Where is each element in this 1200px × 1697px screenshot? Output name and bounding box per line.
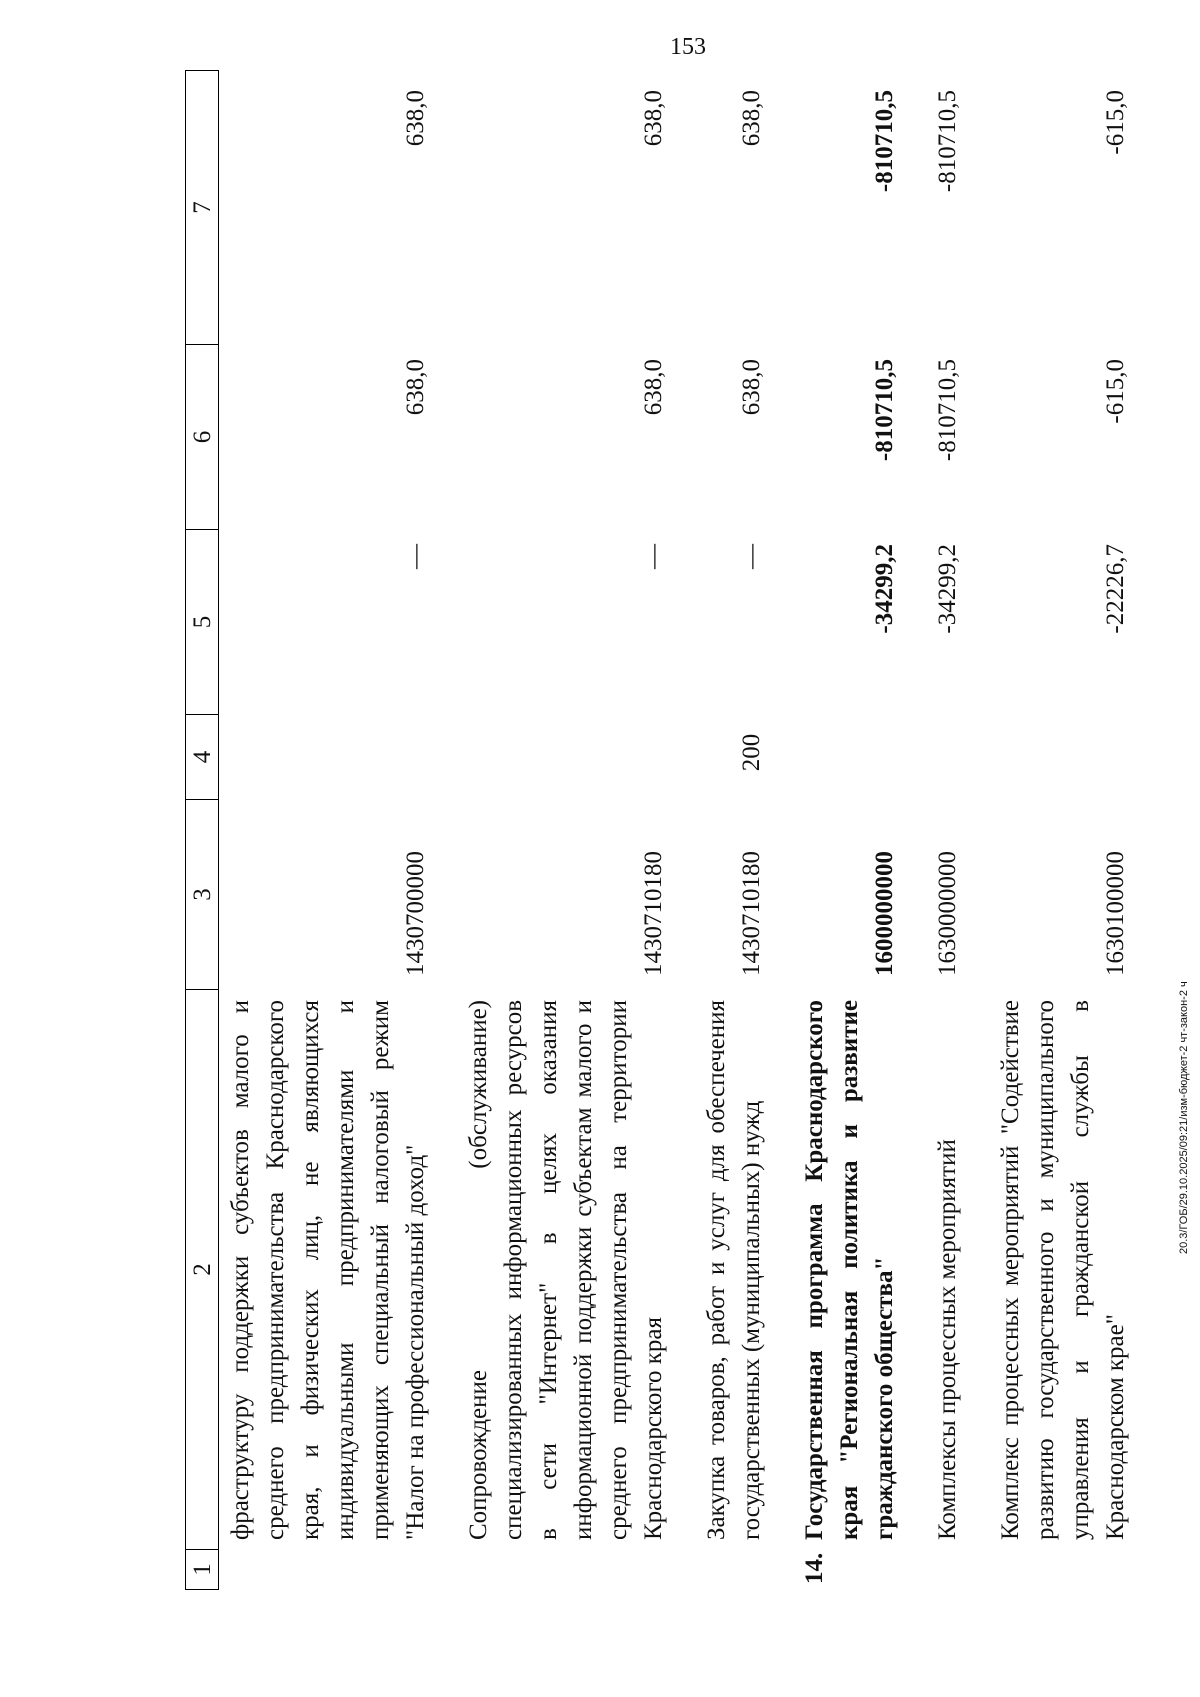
document-footer-code: 20.3/ГОБ/29.10.2025/09:21/изм-бюджет-2 чт-закон-2 ч xyxy=(1178,981,1190,1254)
row-expense-type xyxy=(993,715,1133,800)
page-number: 153 xyxy=(670,34,706,60)
row-value-col5: -34299,2 xyxy=(871,544,898,634)
row-value-col5: — xyxy=(738,544,765,569)
row-code: 1630000000 xyxy=(934,851,961,976)
row-value-col7: -810710,5 xyxy=(934,90,961,193)
row-code: 1630100000 xyxy=(1102,851,1129,976)
row-name: фраструктуру поддержки субъектов малого и среднего предпринимательства Краснодарского края, и физических лиц, не являющихся индивидуальными предпринимателями и применяющих специальный налоговый режим "Налог на профессиональный доход" xyxy=(227,1000,429,1540)
table-row xyxy=(993,70,1133,1590)
row-code: 1600000000 xyxy=(871,851,898,976)
row-name: Закупка товаров, работ и услуг для обеспечения государственных (муниципальных) нужд xyxy=(703,1000,765,1540)
row-expense-type xyxy=(223,715,433,800)
column-header: 7 xyxy=(185,70,219,345)
row-value-col6: -810710,5 xyxy=(871,359,898,462)
row-expense-type xyxy=(930,715,965,800)
row-expense-type: 200 xyxy=(738,733,765,772)
row-number xyxy=(993,1550,1133,1590)
row-code: 1430710180 xyxy=(738,851,765,976)
table-row xyxy=(461,70,671,1590)
row-name: Сопровождение (обслуживание) специализированных информационных ресурсов в сети "Интернет" в целях оказания информационной поддержки субъектам малого и среднего предпринимательства на территории Краснодарского края xyxy=(465,1000,667,1540)
row-value-col6: 638,0 xyxy=(640,359,667,416)
row-number xyxy=(223,1550,433,1590)
column-header: 4 xyxy=(185,715,219,800)
row-number xyxy=(461,1550,671,1590)
row-name: Комплексы процессных мероприятий xyxy=(934,1139,961,1540)
row-name: Государственная программа Краснодарского края "Региональная политика и развитие гражданского общества" xyxy=(801,1000,898,1540)
column-header: 1 xyxy=(185,1550,219,1590)
row-value-col7: 638,0 xyxy=(402,90,429,147)
row-number: 14. xyxy=(801,1552,828,1584)
row-code: 1430710180 xyxy=(640,851,667,976)
column-header: 6 xyxy=(185,345,219,530)
column-header: 5 xyxy=(185,530,219,715)
row-value-col6: 638,0 xyxy=(738,359,765,416)
row-value-col5: — xyxy=(402,544,429,569)
table-row xyxy=(797,70,902,1590)
table-row xyxy=(699,70,769,1590)
row-value-col5: -22226,7 xyxy=(1102,544,1129,634)
column-header: 2 xyxy=(185,990,219,1550)
row-value-col6: -615,0 xyxy=(1102,359,1129,424)
row-number xyxy=(930,1550,965,1590)
row-value-col7: 638,0 xyxy=(640,90,667,147)
table-row xyxy=(930,70,965,1590)
row-expense-type xyxy=(461,715,671,800)
row-value-col7: -615,0 xyxy=(1102,90,1129,155)
row-expense-type xyxy=(797,715,902,800)
row-number xyxy=(699,1550,769,1590)
row-name: Комплекс процессных мероприятий "Содействие развитию государственного и муниципального управления и гражданской службы в Краснодарском крае" xyxy=(997,1000,1129,1540)
column-header: 3 xyxy=(185,800,219,990)
row-value-col5: -34299,2 xyxy=(934,544,961,634)
table-row xyxy=(223,70,433,1590)
table-column-header-row xyxy=(185,70,219,1590)
row-value-col6: -810710,5 xyxy=(934,359,961,462)
row-value-col7: 638,0 xyxy=(738,90,765,147)
row-code: 1430700000 xyxy=(402,851,429,976)
row-value-col5: — xyxy=(640,544,667,569)
row-value-col7: -810710,5 xyxy=(871,90,898,193)
row-value-col6: 638,0 xyxy=(402,359,429,416)
budget-table xyxy=(185,70,1185,1590)
